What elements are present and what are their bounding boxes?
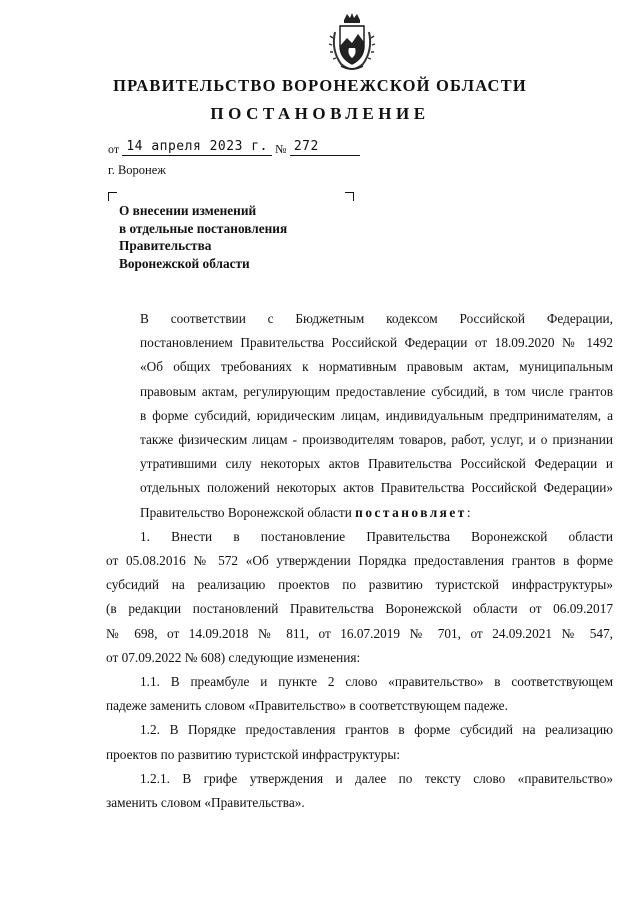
subject-line: Воронежской области (119, 255, 250, 271)
text-line: падеже заменить словом «Правительство» в соответствующем падеже. (106, 698, 508, 714)
text-line: (в редакции постановлений Правительства Воронежской области от 06.09.2017 (106, 601, 613, 617)
subject-bracket-left (108, 192, 117, 201)
text-line: 1.1. В преамбуле и пункте 2 слово «правительство» в соответствующем (140, 674, 613, 690)
subject-bracket-right (345, 192, 354, 201)
number-prefix: № (275, 142, 287, 156)
document-number: 272 (290, 139, 360, 156)
text-line: № 698, от 14.09.2018 № 811, от 16.07.2019 № 701, от 24.09.2021 № 547, (106, 625, 613, 641)
subject-line: Правительства (119, 238, 212, 253)
text-line: 1.2. В Порядке предоставления грантов в форме субсидий на реализацию (140, 722, 613, 738)
text-line: постановлением Правительства Российской Федерации от 18.09.2020 № 1492 (140, 335, 613, 351)
text-line: правовым актам, регулирующим предоставление субсидий, в том числе грантов (140, 383, 613, 399)
text-line: В соответствии с Бюджетным кодексом Российской Федерации, (140, 311, 613, 326)
subject-line: в отдельные постановления (119, 220, 288, 236)
preamble-paragraph (106, 307, 613, 525)
text-line: «Об общих требованиях к нормативным правовым актам, муниципальным (140, 359, 613, 375)
decree-colon: : (466, 504, 471, 520)
decree-word: постановляет (355, 504, 467, 520)
document-subject (119, 202, 287, 272)
text-line: проектов по развитию туристской инфраструктуры: (106, 746, 401, 762)
document-type-title: ПОСТАНОВЛЕНИЕ (210, 104, 430, 123)
decree-authority: Правительство Воронежской области (140, 504, 352, 520)
text-line: субсидий на реализацию проектов по развитию туристской инфраструктуры» (106, 577, 613, 593)
text-line: утратившими силу некоторых актов Правительства Российской Федерации и (140, 456, 613, 472)
text-line: в форме субсидий, юридическим лицам, индивидуальным предпринимателям, а (140, 407, 613, 423)
government-title: ПРАВИТЕЛЬСТВО ВОРОНЕЖСКОЙ ОБЛАСТИ (113, 76, 527, 95)
subject-line: О внесении изменений (119, 203, 257, 218)
date-prefix: от (108, 142, 120, 156)
text-line: отдельных положений некоторых актов Правительства Российской Федерации» (140, 480, 613, 496)
decree-line (106, 501, 613, 525)
text-line: 1. Внести в постановление Правительства Воронежской области (140, 528, 613, 544)
text-line: также физическим лицам - производителям товаров, работ, услуг, и о признании (140, 432, 613, 448)
item-1-paragraph (106, 525, 613, 670)
item-1-2-1-paragraph (106, 767, 613, 815)
item-1-2-paragraph (106, 718, 613, 766)
text-line: заменить словом «Правительства». (106, 795, 305, 811)
text-line: от 07.09.2022 № 608) следующие изменения: (106, 649, 361, 665)
text-line: от 05.08.2016 № 572 «Об утверждении Порядка предоставления грантов в форме (106, 553, 613, 569)
document-body (106, 307, 613, 815)
date-number-line (108, 138, 360, 157)
coat-of-arms-emblem (327, 12, 377, 72)
text-line: 1.2.1. В грифе утверждения и далее по тексту слово «правительство» (140, 770, 613, 786)
document-date: 14 апреля 2023 г. (122, 139, 272, 156)
item-1-1-paragraph (106, 670, 613, 718)
city: г. Воронеж (108, 163, 166, 177)
